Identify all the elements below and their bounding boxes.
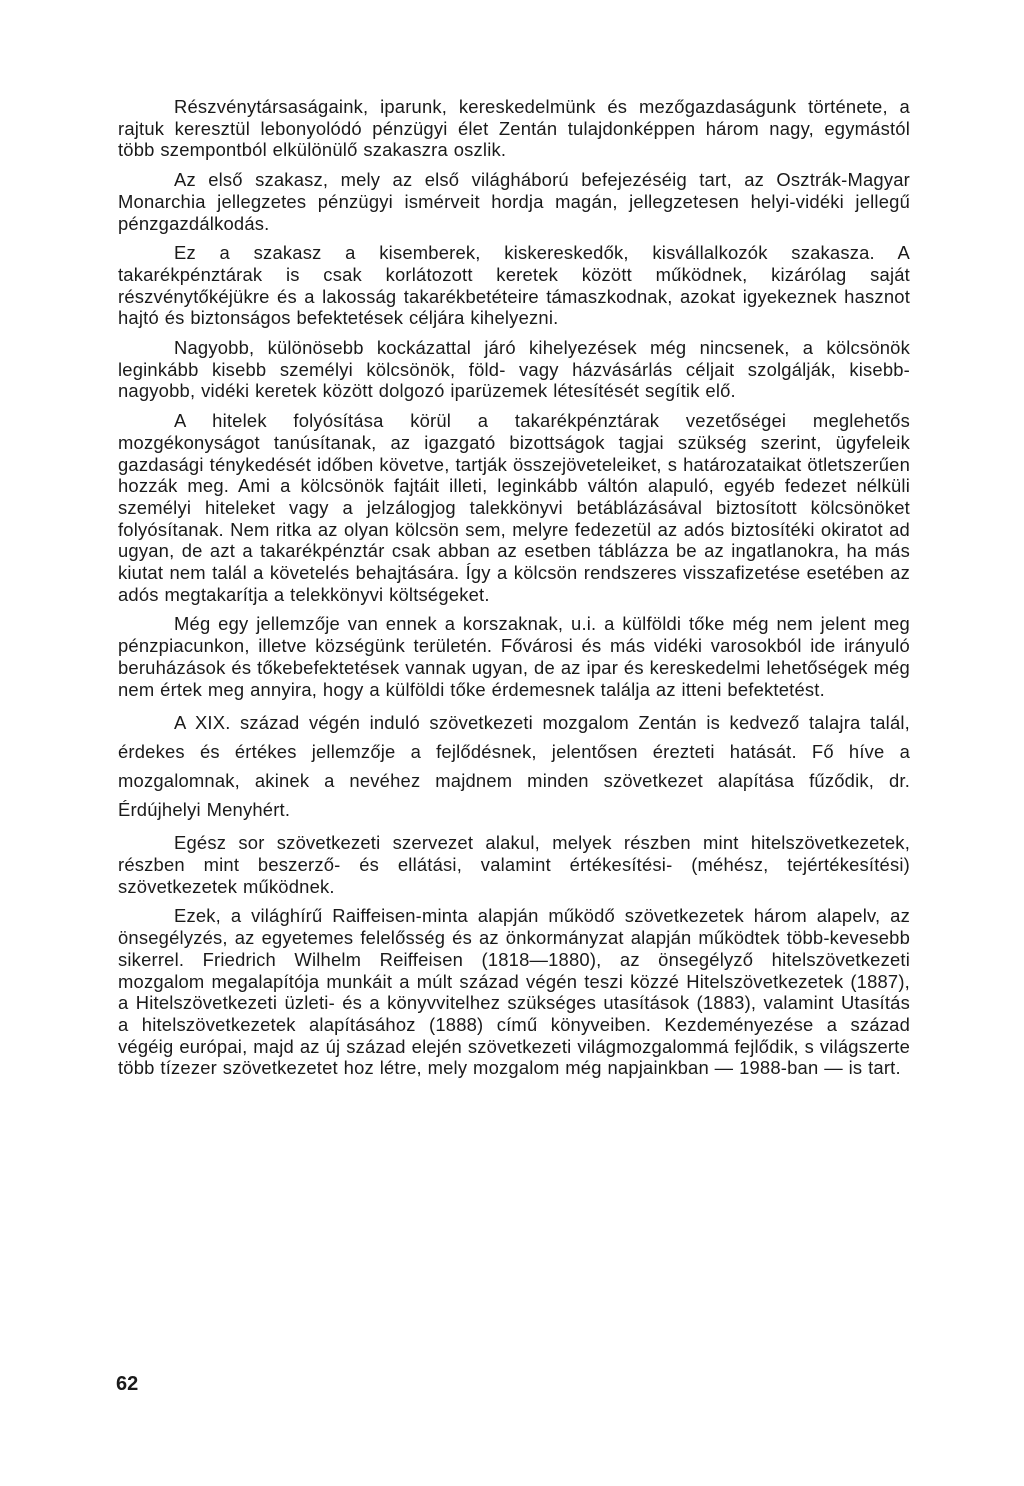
paragraph-7: A XIX. század végén induló szövetkezeti mozgalom Zentán is kedvező talajra talál, érdekes és értékes jellemzője a fejlődésnek, jelentősen érezteti hatását. Fő híve a mozgalomnak, akinek a nevéhez majdnem minden szövetkezet alapítása fűződik, dr. Érdújhelyi Menyhért. xyxy=(118,712,910,821)
paragraph-2: Az első szakasz, mely az első világháború befejezéséig tart, az Osztrák-Magyar Monarchia jellegzetes pénzügyi ismérveit hordja magán, jellegzetesen helyi-vidéki jellegű pénzgazdálkodás. xyxy=(118,169,910,234)
paragraph-4: Nagyobb, különösebb kockázattal járó kihelyezések még nincsenek, a kölcsönök leginkább kisebb személyi kölcsönök, föld- vagy házvásárlás céljait szolgálják, kisebb-nagyobb, vidéki keretek között dolgozó iparüzemek létesítését segítik elő. xyxy=(118,337,910,402)
paragraph-1: Részvénytársaságaink, iparunk, kereskedelmünk és mezőgazdaságunk története, a rajtuk keresztül lebonyolódó pénzügyi élet Zentán tulajdonképpen három nagy, egymástól több szempontból elkülönülő szakaszra oszlik. xyxy=(118,96,910,161)
paragraph-9: Ezek, a világhírű Raiffeisen-minta alapján működő szövetkezetek három alapelv, az önsegélyzés, az egyetemes felelősség és az önkormányzat alapján működtek több-kevesebb sikerrel. Friedrich Wilhelm Reiffeisen (1818—1880), az önsegélyző hitelszövetkezeti mozgalom megalapítója munkáit a múlt század végén teszi közzé Hitelszövetkezetek (1887), a Hitelszövetkezeti üzleti- és a könyvvitelhez szükséges utasítások (1883), valamint Utasítás a hitelszövetkezetek alapításához (1888) című könyveiben. Kezdeményezése a század végéig európai, majd az új század elején szövetkezeti világmozgalommá fejlődik, s világszerte több tízezer szövetkezetet hoz létre, mely mozgalom még napjainkban — 1988-ban — is tart. xyxy=(118,905,910,1079)
document-page xyxy=(118,96,910,1087)
page-number: 62 xyxy=(116,1373,139,1395)
paragraph-3: Ez a szakasz a kisemberek, kiskereskedők, kisvállalkozók szakasza. A takarékpénztárak is csak korlátozott keretek között működnek, kizárólag saját részvénytőkéjükre és a lakosság takarékbetéteire támaszkodnak, azokat igyekeznek hasznot hajtó és biztonságos befektetések céljára kihelyezni. xyxy=(118,242,910,329)
paragraph-5: A hitelek folyósítása körül a takarékpénztárak vezetőségei meglehetős mozgékonyságot tanúsítanak, az igazgató bizottságok tagjai szükség szerint, ügyfeleik gazdasági ténykedését időben követve, tartják összejöveteleiket, s határozataikat ötletszerűen hozzák meg. Ami a kölcsönök fajtáit illeti, leginkább váltón alapuló, egyéb fedezet nélküli személyi hiteleket vagy a jelzálogjog talekkönyvi betáblázásával biztosított kölcsönöket folyósítanak. Nem ritka az olyan kölcsön sem, melyre fedezetül az adós biztosítéki okiratot ad ugyan, de azt a takarékpénztár csak abban az esetben táblázza be az ingatlanokra, ha más kiutat nem talál a követelés behajtására. Így a kölcsön rendszeres visszafizetése esetében az adós megtakarítja a telekkönyvi költségeket. xyxy=(118,410,910,605)
paragraph-8: Egész sor szövetkezeti szervezet alakul, melyek részben mint hitelszövetkezetek, részben mint beszerző- és ellátási, valamint értékesítési- (méhész, tejértékesítési) szövetkezetek működnek. xyxy=(118,832,910,897)
paragraph-6: Még egy jellemzője van ennek a korszaknak, u.i. a külföldi tőke még nem jelent meg pénzpiacunkon, illetve községünk területén. Fővárosi és más vidéki varosokból ide irányuló beruházások és tőkebefektetések vannak ugyan, de az ipar és kereskedelmi lehetőségek még nem értek meg annyira, hogy a külföldi tőke érdemesnek találja az itteni befektetést. xyxy=(118,613,910,700)
